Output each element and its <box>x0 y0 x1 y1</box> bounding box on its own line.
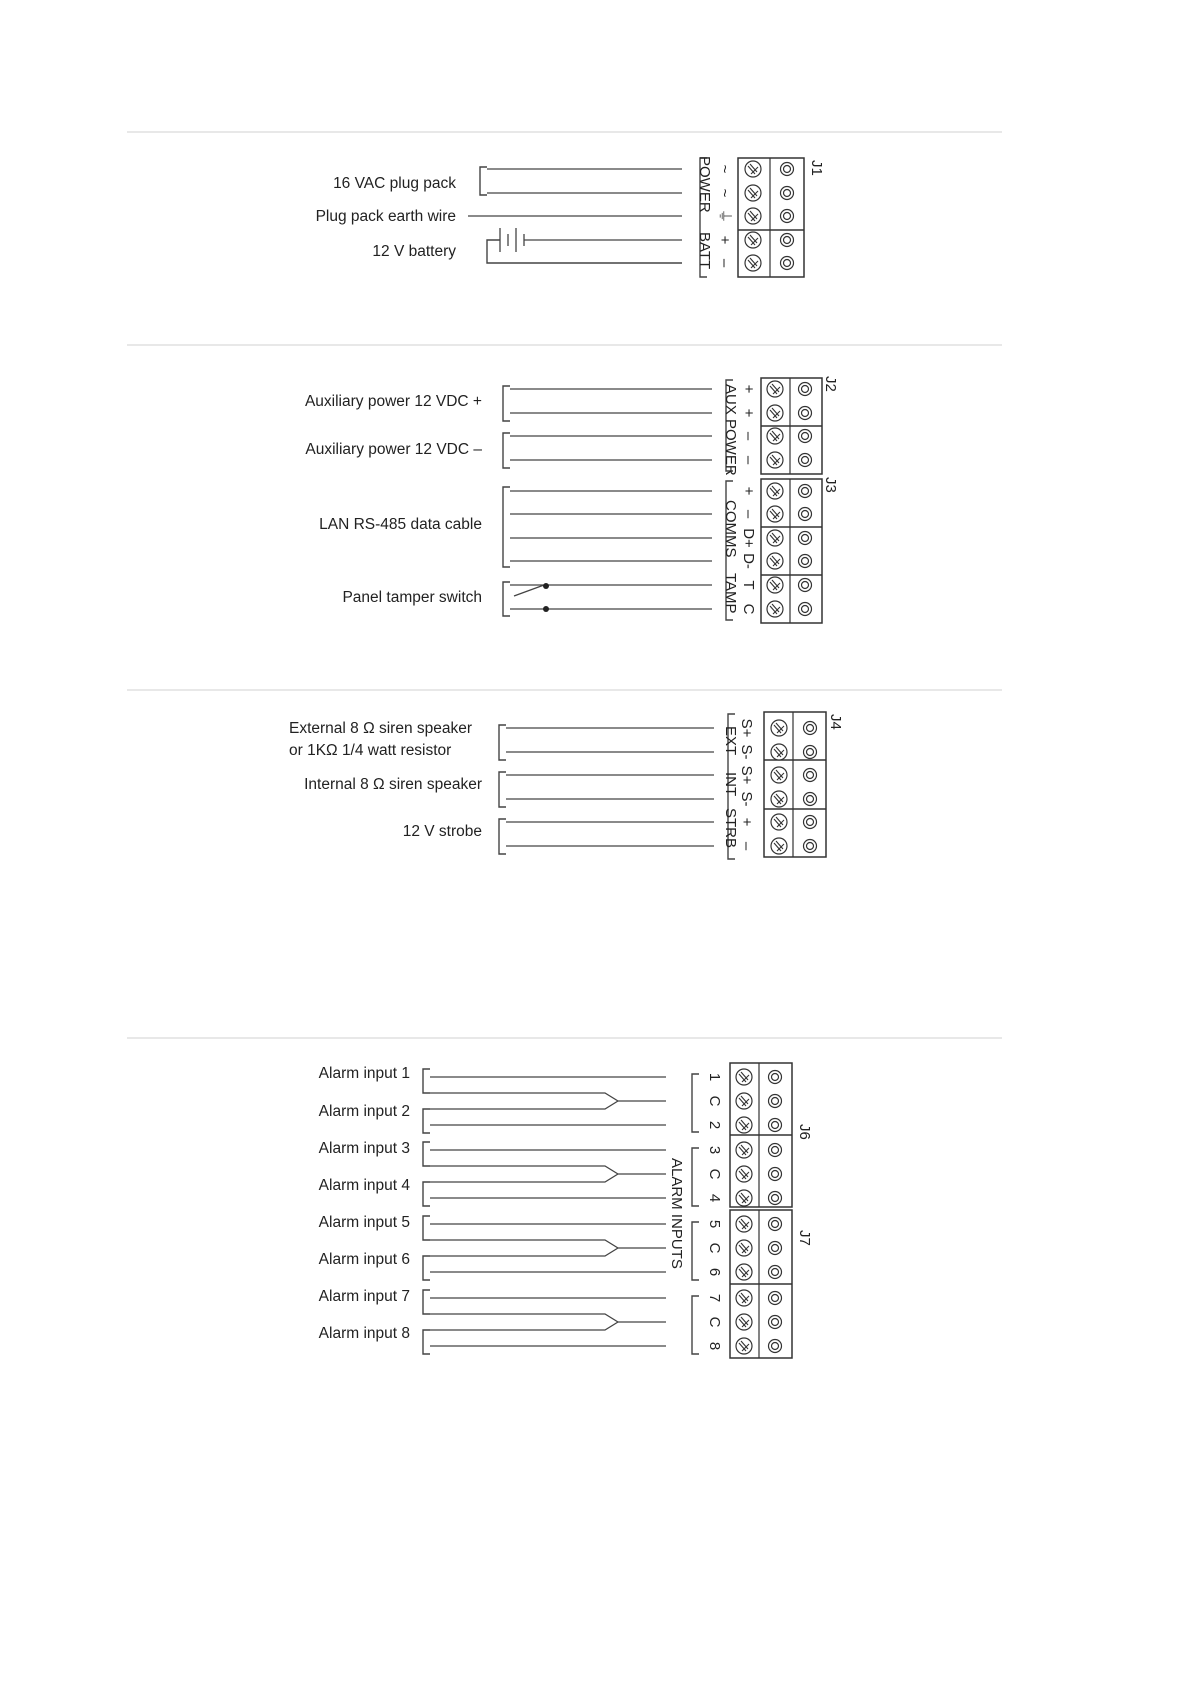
terminal-screw <box>736 1069 752 1085</box>
int-group-label: INT <box>722 772 739 797</box>
int-siren-label: Internal 8 Ω siren speaker <box>304 776 482 793</box>
comms-group-label: COMMS <box>722 500 739 558</box>
j1-section <box>316 156 825 277</box>
j1-connector-label: J1 <box>808 160 825 176</box>
j1-terminal-block <box>738 158 804 277</box>
j2-terminal-marks <box>740 385 757 465</box>
alarm-input-label: Alarm input 4 <box>318 1177 410 1194</box>
terminal-screw <box>767 553 783 569</box>
terminal-screw <box>736 1264 752 1280</box>
tamper-switch-label: Panel tamper switch <box>342 589 482 606</box>
tamper-switch-symbol <box>503 582 712 616</box>
terminal-screw <box>736 1166 752 1182</box>
lan-cable-label: LAN RS-485 data cable <box>319 516 482 533</box>
terminal-hole <box>769 1119 782 1132</box>
j4-connector-label: J4 <box>827 714 844 730</box>
terminal-screw <box>736 1290 752 1306</box>
battery-label: 12 V battery <box>372 243 456 260</box>
terminal-mark: + <box>738 817 755 827</box>
terminal-hole <box>799 430 812 443</box>
terminal-mark: + <box>740 384 757 394</box>
terminal-mark: 8 <box>706 1341 723 1351</box>
terminal-hole <box>799 407 812 420</box>
alarm-input-label: Alarm input 5 <box>318 1214 410 1231</box>
terminal-hole <box>799 454 812 467</box>
alarm-input-label: Alarm input 7 <box>318 1288 410 1305</box>
terminal-mark: 7 <box>706 1293 723 1303</box>
terminal-hole <box>799 579 812 592</box>
alarm-input-label: Alarm input 3 <box>318 1140 410 1157</box>
ext-siren-label-line2: or 1KΩ 1/4 watt resistor <box>289 742 452 759</box>
terminal-hole <box>804 793 817 806</box>
terminal-hole <box>799 485 812 498</box>
ext-group-label: EXT <box>722 726 739 756</box>
terminal-hole <box>769 1242 782 1255</box>
j6-terminal-block <box>730 1063 792 1207</box>
ext-siren-label-line1: External 8 Ω siren speaker <box>289 720 473 737</box>
alarm-input-label: Alarm input 1 <box>318 1065 410 1082</box>
terminal-mark: D- <box>740 553 757 569</box>
earth-wire-label: Plug pack earth wire <box>315 208 456 225</box>
terminal-screw <box>736 1093 752 1109</box>
j2-terminal-block <box>761 378 822 474</box>
alarm-inputs-wiring <box>319 1065 666 1354</box>
terminal-mark: + <box>716 235 733 245</box>
terminal-mark: 2 <box>706 1120 723 1130</box>
terminal-hole <box>769 1071 782 1084</box>
terminal-screw <box>745 232 761 248</box>
terminal-hole <box>769 1218 782 1231</box>
j4-terminal-block <box>764 712 826 857</box>
j3-terminal-block <box>761 479 822 623</box>
terminal-screw <box>771 767 787 783</box>
j2-j3-section <box>305 376 839 623</box>
terminal-mark: C <box>706 1095 723 1107</box>
terminal-screw <box>767 506 783 522</box>
terminal-mark: 5 <box>706 1219 723 1229</box>
battery-symbol <box>487 228 682 263</box>
terminal-mark: – <box>740 431 757 441</box>
j6-j7-terminal-marks <box>706 1073 723 1350</box>
terminal-hole <box>769 1192 782 1205</box>
terminal-hole <box>781 257 794 270</box>
terminal-mark: C <box>706 1168 723 1180</box>
terminal-screw <box>745 208 761 224</box>
terminal-screw <box>767 381 783 397</box>
batt-group-label: BATT <box>696 232 713 270</box>
terminal-screw <box>767 530 783 546</box>
power-group-label: POWER <box>696 156 713 213</box>
terminal-screw <box>771 720 787 736</box>
j7-connector-label: J7 <box>796 1230 813 1246</box>
strb-group-label: STRB <box>722 808 739 849</box>
terminal-mark: + <box>740 408 757 418</box>
terminal-hole <box>781 163 794 176</box>
terminal-screw <box>767 452 783 468</box>
terminal-hole <box>804 722 817 735</box>
terminal-screw <box>736 1142 752 1158</box>
terminal-hole <box>804 840 817 853</box>
terminal-screw <box>767 428 783 444</box>
terminal-hole <box>769 1266 782 1279</box>
terminal-hole <box>799 532 812 545</box>
terminal-hole <box>799 603 812 616</box>
terminal-mark: S- <box>738 791 755 807</box>
terminal-mark: ⏚ <box>716 208 733 224</box>
terminal-screw <box>767 405 783 421</box>
plug-pack-label: 16 VAC plug pack <box>333 175 456 192</box>
alarm-input-label: Alarm input 8 <box>318 1325 410 1342</box>
terminal-screw <box>736 1216 752 1232</box>
terminal-hole <box>799 555 812 568</box>
terminal-mark: – <box>740 455 757 465</box>
terminal-mark: C <box>706 1242 723 1254</box>
terminal-hole <box>804 816 817 829</box>
terminal-screw <box>771 838 787 854</box>
terminal-hole <box>781 210 794 223</box>
terminal-screw <box>736 1338 752 1354</box>
plug-pack-bracket <box>480 167 487 195</box>
alarm-input-label: Alarm input 6 <box>318 1251 410 1268</box>
terminal-hole <box>769 1144 782 1157</box>
terminal-hole <box>804 769 817 782</box>
terminal-mark: 4 <box>706 1193 723 1203</box>
alarm-inputs-group-label: ALARM INPUTS <box>668 1158 685 1269</box>
j4-terminal-marks <box>738 719 755 851</box>
tamp-group-label: TAMP <box>722 573 739 614</box>
terminal-hole <box>799 508 812 521</box>
j7-terminal-block <box>730 1210 792 1358</box>
alarm-input-label: Alarm input 2 <box>318 1103 410 1120</box>
terminal-mark: – <box>740 509 757 519</box>
terminal-screw <box>745 255 761 271</box>
terminal-screw <box>771 814 787 830</box>
j6-j7-section <box>319 1063 813 1358</box>
terminal-screw <box>767 601 783 617</box>
aux-power-minus-label: Auxiliary power 12 VDC – <box>305 441 482 458</box>
terminal-screw <box>736 1314 752 1330</box>
aux-power-plus-label: Auxiliary power 12 VDC + <box>304 393 482 410</box>
terminal-hole <box>769 1316 782 1329</box>
j1-terminal-marks <box>716 165 733 268</box>
j3-terminal-marks <box>740 487 757 615</box>
j6-connector-label: J6 <box>796 1124 813 1140</box>
terminal-mark: C <box>740 603 757 615</box>
terminal-mark: + <box>740 486 757 496</box>
terminal-mark: C <box>706 1316 723 1328</box>
j4-section <box>289 712 844 859</box>
terminal-mark: S+ <box>738 718 755 738</box>
terminal-screw <box>771 791 787 807</box>
terminal-hole <box>781 234 794 247</box>
strobe-label: 12 V strobe <box>402 823 482 840</box>
terminal-mark: 1 <box>706 1072 723 1082</box>
terminal-mark: T <box>740 580 757 590</box>
terminal-hole <box>769 1292 782 1305</box>
terminal-mark: ~ <box>716 188 733 198</box>
terminal-screw <box>736 1240 752 1256</box>
j3-connector-label: J3 <box>822 477 839 493</box>
terminal-screw <box>767 577 783 593</box>
terminal-mark: 6 <box>706 1267 723 1277</box>
terminal-hole <box>799 383 812 396</box>
terminal-screw <box>736 1190 752 1206</box>
terminal-mark: 3 <box>706 1145 723 1155</box>
terminal-screw <box>736 1117 752 1133</box>
terminal-hole <box>769 1095 782 1108</box>
terminal-hole <box>769 1340 782 1353</box>
terminal-mark: – <box>716 258 733 268</box>
terminal-hole <box>769 1168 782 1181</box>
terminal-mark: S- <box>738 744 755 760</box>
terminal-screw <box>771 744 787 760</box>
terminal-mark: – <box>738 841 755 851</box>
j2-connector-label: J2 <box>822 376 839 392</box>
terminal-mark: ~ <box>716 164 733 174</box>
terminal-hole <box>804 746 817 759</box>
terminal-hole <box>781 187 794 200</box>
terminal-screw <box>767 483 783 499</box>
aux-power-group-label: AUX POWER <box>722 384 739 476</box>
terminal-mark: S+ <box>738 765 755 785</box>
terminal-mark: D+ <box>740 528 757 548</box>
terminal-screw <box>745 161 761 177</box>
terminal-screw <box>745 185 761 201</box>
